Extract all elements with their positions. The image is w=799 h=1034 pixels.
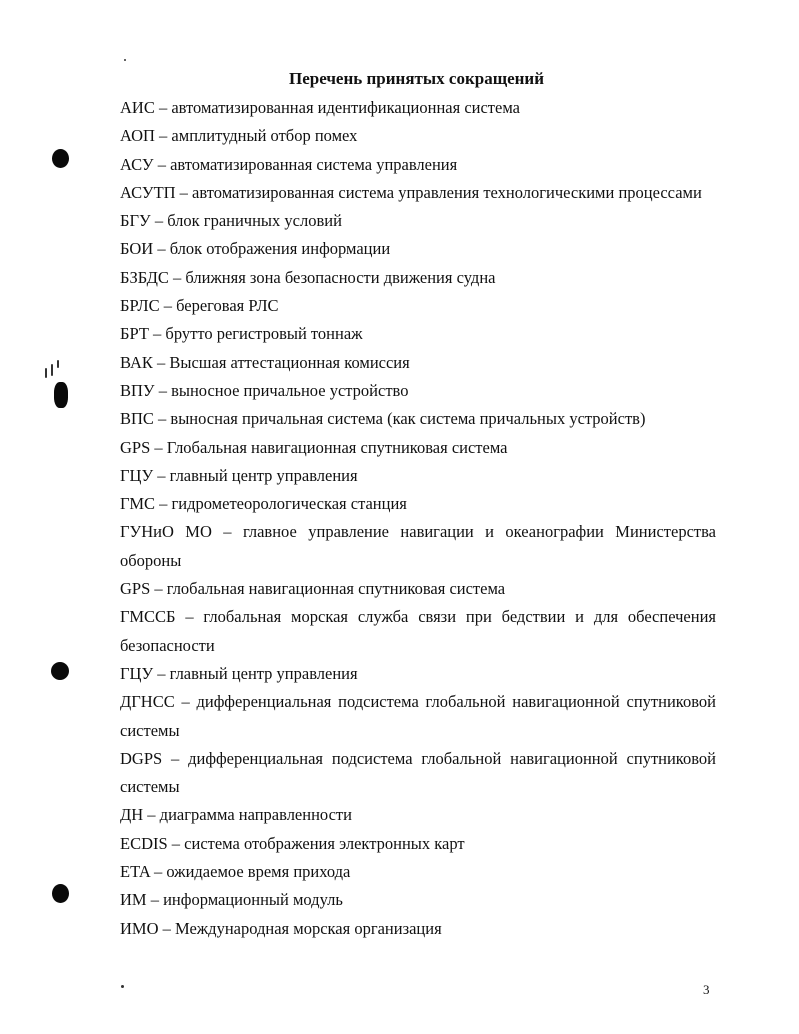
scan-speck xyxy=(57,360,59,368)
abbreviation-entry: БОИ – блок отображения информации xyxy=(120,239,391,259)
scan-speck xyxy=(121,985,124,988)
punch-hole-mark xyxy=(52,149,69,168)
abbreviation-entry: ETA – ожидаемое время прихода xyxy=(120,862,351,882)
page-number: 3 xyxy=(703,982,710,997)
abbreviation-entry: ГМС – гидрометеорологическая станция xyxy=(120,494,407,514)
abbreviation-entry: ECDIS – система отображения электронных карт xyxy=(120,833,465,853)
abbreviation-entry: ГМССБ – глобальная морская служба связи при бедствии и для обеспечения безопасности xyxy=(120,607,716,655)
abbreviation-entry: GPS – Глобальная навигационная спутниковая система xyxy=(120,437,508,457)
scan-speck xyxy=(51,364,53,376)
abbreviation-entry: ВАК – Высшая аттестационная комиссия xyxy=(120,352,410,372)
abbreviation-entry: ВПУ – выносное причальное устройство xyxy=(120,380,409,400)
abbreviation-entry: АОП – амплитудный отбор помех xyxy=(120,126,358,146)
abbreviation-entry: АСУ – автоматизированная система управления xyxy=(120,154,458,174)
abbreviation-entry: ДГНСС – дифференциальная подсистема глобальной навигационной спутниковой системы xyxy=(120,692,716,740)
abbreviation-entry: ИМО – Международная морская организация xyxy=(120,918,442,938)
page-title: Перечень принятых сокращений xyxy=(289,69,544,88)
abbreviation-entry: АСУТП – автоматизированная система управления технологическими процессами xyxy=(120,182,702,202)
scan-speck xyxy=(45,368,47,378)
abbreviation-entry: БГУ – блок граничных условий xyxy=(120,211,342,231)
abbreviation-entry: DGPS – дифференциальная подсистема глобальной навигационной спутниковой системы xyxy=(120,748,716,797)
scan-speck xyxy=(124,59,126,61)
abbreviation-entry: БЗБДС – ближняя зона безопасности движения судна xyxy=(120,267,496,287)
punch-hole-mark xyxy=(52,884,69,903)
abbreviation-entry: ГЦУ – главный центр управления xyxy=(120,465,358,485)
abbreviation-list xyxy=(120,94,716,943)
abbreviation-entry: АИС – автоматизированная идентификационная система xyxy=(120,98,520,117)
abbreviation-entry: ВПС – выносная причальная система (как система причальных устройств) xyxy=(120,409,646,429)
abbreviation-entry: ГЦУ – главный центр управления xyxy=(120,663,358,683)
abbreviation-entry: ДН – диаграмма направленности xyxy=(120,805,352,825)
abbreviation-entry: БРТ – брутто регистровый тоннаж xyxy=(120,324,363,344)
abbreviation-entry: БРЛС – береговая РЛС xyxy=(120,296,279,316)
punch-hole-mark xyxy=(51,662,69,680)
punch-hole-mark xyxy=(54,382,68,408)
abbreviation-entry: ГУНиО МО – главное управление навигации и океанографии Министерства обороны xyxy=(120,522,716,570)
abbreviation-entry: GPS – глобальная навигационная спутниковая система xyxy=(120,579,506,599)
abbreviation-entry: ИМ – информационный модуль xyxy=(120,890,343,910)
